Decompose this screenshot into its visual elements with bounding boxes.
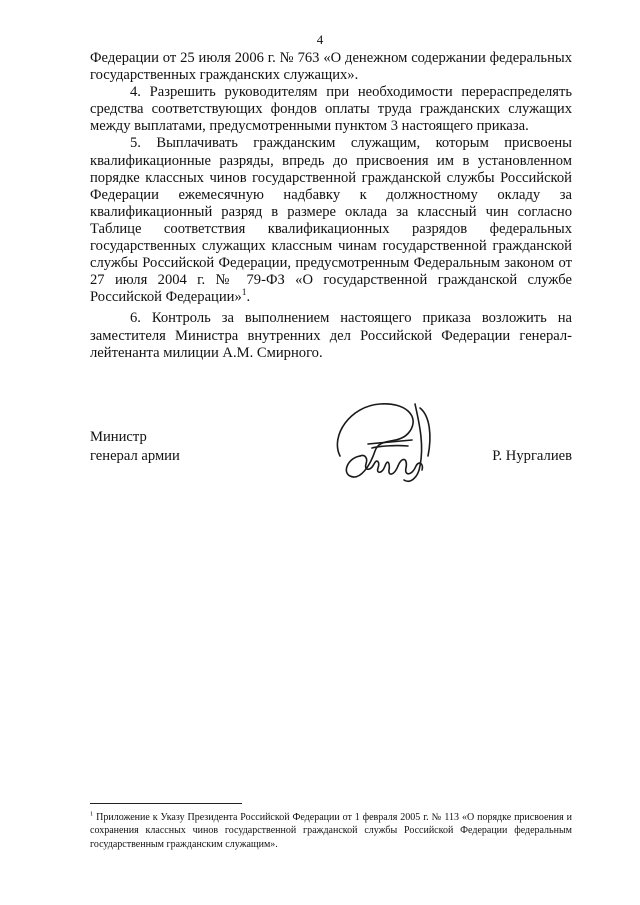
paragraph-continuation: Федерации от 25 июля 2006 г. № 763 «О денежном содержании федеральных государственных гражданских служащих». <box>90 50 572 84</box>
footnote-marker: 1 <box>90 810 94 818</box>
paragraph-5-end: . <box>246 289 251 306</box>
footnote-reference: 1 <box>241 288 247 299</box>
paragraph-5 <box>90 135 572 306</box>
paragraph-4: 4. Разрешить руководителям при необходимости перераспределять средства соответствующих фондов оплаты труда гражданских служащих между выплатами, предусмотренными пунктом 3 настоящего приказа. <box>90 84 572 135</box>
footnote <box>90 811 572 851</box>
signature-block <box>90 428 572 508</box>
paragraph-6: 6. Контроль за выполнением настоящего приказа возложить на заместителя Министра внутренних дел Российской Федерации генерал-лейтенанта милиции А.М. Смирного. <box>90 310 572 361</box>
paragraph-5-text: 5. Выплачивать гражданским служащим, которым присвоены квалификационные разряды, впредь до присвоения им в установленном порядке классных чинов государственной гражданской службы Российской Федерации ежемесячную надбавку к должностному окладу за квалификационный разряд в размере оклада за классный чин согласно Таблице соответствия квалификационных разрядов федеральных государственных служащих классным чинам государственной гражданской службы Российской Федерации, предусмотренным Федеральным законом от 27 июля 2004 г. № 79-ФЗ «О государственной гражданской службе Российской Федерации» <box>90 135 572 306</box>
signer-name: Р. Нургалиев <box>492 448 572 464</box>
signer-position: Министр <box>90 429 147 445</box>
footnote-text: Приложение к Указу Президента Российской Федерации от 1 февраля 2005 г. № 113 «О порядке присвоения и сохранения классных чинов государственной гражданской службы Российской Федерации федеральным государственным гражданским служащим». <box>90 812 572 850</box>
footnote-divider <box>90 803 242 804</box>
document-body <box>90 50 572 362</box>
handwritten-signature <box>320 396 450 496</box>
page-number: 4 <box>316 32 324 47</box>
signer-rank: генерал армии <box>90 448 180 464</box>
